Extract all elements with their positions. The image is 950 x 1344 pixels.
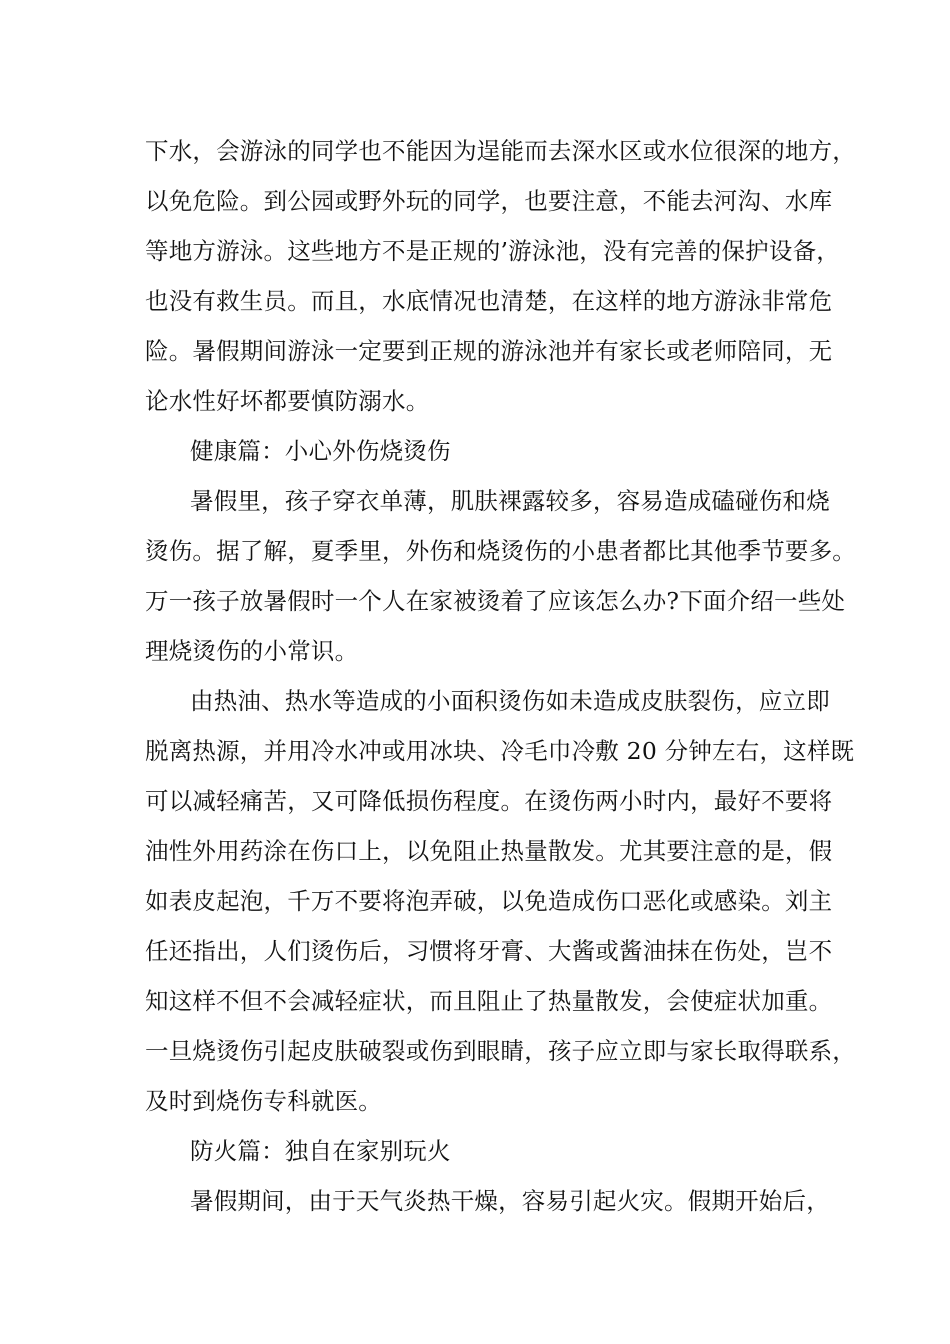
section-heading: 健康篇：小心外伤烧烫伤 (190, 437, 451, 465)
text-line: 由热油、热水等造成的小面积烫伤如未造成皮肤裂伤，应立即 (190, 687, 830, 715)
section-heading: 防火篇：独自在家别玩火 (190, 1137, 451, 1165)
text-line: 油性外用药涂在伤口上，以免阻止热量散发。尤其要注意的是，假 (145, 837, 833, 865)
text-line: 及时到烧伤专科就医。 (145, 1087, 382, 1115)
text-line: 暑假期间，由于天气炎热干燥，容易引起火灾。假期开始后， (190, 1187, 830, 1215)
text-line: 险。暑假期间游泳一定要到正规的游泳池并有家长或老师陪同，无 (145, 337, 833, 365)
text-line: 下水，会游泳的同学也不能因为逞能而去深水区或水位很深的地方， (145, 137, 856, 165)
text-line: 暑假里，孩子穿衣单薄，肌肤裸露较多，容易造成磕碰伤和烧 (190, 487, 830, 515)
text-line: 知这样不但不会减轻症状，而且阻止了热量散发，会使症状加重。 (145, 987, 833, 1015)
text-line: 烫伤。据了解，夏季里，外伤和烧烫伤的小患者都比其他季节要多。 (145, 537, 856, 565)
text-line: 任还指出，人们烫伤后，习惯将牙膏、大酱或酱油抹在伤处，岂不 (145, 937, 833, 965)
text-line: 一旦烧烫伤引起皮肤破裂或伤到眼睛，孩子应立即与家长取得联系， (145, 1037, 856, 1065)
text-line: 可以减轻痛苦，又可降低损伤程度。在烫伤两小时内，最好不要将 (145, 787, 833, 815)
text-line: 如表皮起泡，千万不要将泡弄破，以免造成伤口恶化或感染。刘主 (145, 887, 833, 915)
text-line: 理烧烫伤的小常识。 (145, 637, 359, 665)
text-line: 等地方游泳。这些地方不是正规的’游泳池，没有完善的保护设备， (145, 237, 840, 265)
text-line: 万一孩子放暑假时一个人在家被烫着了应该怎么办?下面介绍一些处 (145, 587, 846, 615)
text-line: 也没有救生员。而且，水底情况也清楚，在这样的地方游泳非常危 (145, 287, 833, 315)
text-line: 脱离热源，并用冷水冲或用冰块、冷毛巾冷敷 20 分钟左右，这样既 (145, 737, 855, 765)
text-line: 以免危险。到公园或野外玩的同学，也要注意，不能去河沟、水库 (145, 187, 833, 215)
text-line: 论水性好坏都要慎防溺水。 (145, 387, 430, 415)
